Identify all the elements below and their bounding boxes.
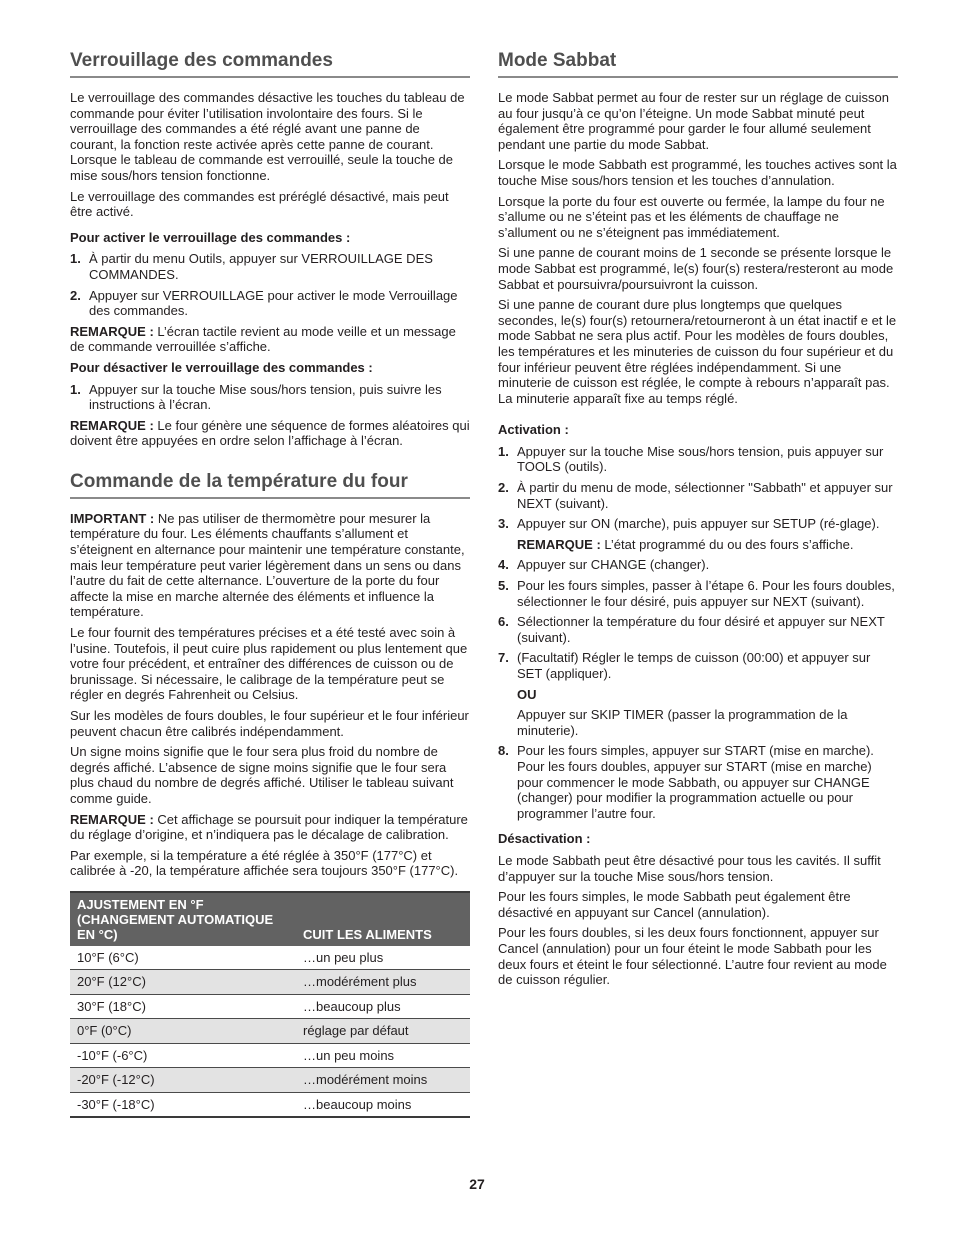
note-label: REMARQUE : [70,323,154,339]
table-cell-result: …un peu moins [296,1043,470,1068]
paragraph: Par exemple, si la température a été réglée à 350°F (177°C) et calibrée à -20, la température affichée sera toujours 350°F (177°C). [70,847,459,879]
table-cell-adjustment: 0°F (0°C) [70,1019,296,1044]
table-row [70,946,470,970]
note-label: REMARQUE : [70,811,154,827]
table-header-adjustment: AJUSTEMENT EN °F (CHANGEMENT AUTOMATIQUE EN °C) [70,892,296,946]
table-row [70,1019,470,1044]
step-text: Pour les fours simples, passer à l’étape 6. Pour les fours doubles, sélectionner le four désiré, puis appuyer sur NEXT (suivant). [517,578,895,609]
step-text: (Facultatif) Régler le temps de cuisson (00:00) et appuyer sur SET (appliquer). [517,650,871,681]
step-text: À partir du menu Outils, appuyer sur VERROUILLAGE DES COMMANDES. [89,251,433,282]
step-number: 3. [498,516,509,532]
paragraph: Pour les fours doubles, si les deux fours fonctionnent, appuyer sur Cancel (annulation) pour un four éteint le mode Sabbath pour les deux fours et éteint le four sélectionné. L’autre four revient au mode de cuisson régulier. [498,925,887,988]
table-cell-result: réglage par défaut [296,1019,470,1044]
list-item [70,382,470,413]
right-column [498,50,898,993]
paragraph: Si une panne de courant dure plus longtemps que quelques secondes, le(s) four(s) retournera/retourneront à un état inactif e et le mode Sabbat ne sera plus actif. Pour les modèles de fours doubles, les températures et les minuteries de cuisson du four supérieur et du four inférieur peuvent être réglées indépendamment. Si une minuterie de cuisson est réglée, le compte à rebours n’apparaît pas. La minuterie apparaît fixe au temps réglé. [498,297,897,406]
section-title-temperature: Commande de la température du four [70,471,470,499]
list-item [498,480,898,511]
step-text: À partir du menu de mode, sélectionner "Sabbath" et appuyer sur NEXT (suivant). [517,480,893,511]
or-label: OU [517,686,537,702]
list-item [498,743,898,821]
table-cell-adjustment: 30°F (18°C) [70,994,296,1019]
table-row [70,1092,470,1117]
step-number: 5. [498,578,509,594]
important-label: IMPORTANT : [70,510,155,526]
step-text: Appuyer sur la touche Mise sous/hors tension, puis suivre les instructions à l’écran. [89,381,442,413]
table-cell-result: …beaucoup moins [296,1092,470,1117]
table-row [70,994,470,1019]
table-cell-adjustment: 20°F (12°C) [70,970,296,995]
paragraph: Sur les modèles de fours doubles, le four supérieur et le four inférieur peuvent chacun être calibrés indépendamment. [70,708,469,739]
step7-alternative: Appuyer sur SKIP TIMER (passer la programmation de la minuterie). [517,707,848,738]
note-text: Cet affichage se poursuit pour indiquer la température du réglage d’origine, et n’indiquera pas le décalage de calibration. [70,811,468,843]
step-number: 7. [498,650,509,666]
note-text: L’état programmé du ou des fours s’affiche. [600,536,854,552]
table-cell-adjustment: -20°F (-12°C) [70,1068,296,1093]
table-cell-result: …modérément moins [296,1068,470,1093]
paragraph: Le four fournit des températures précises et a été testé avec soin à l’usine. Toutefois, il peut cuire plus rapidement ou plus lentement que votre four précédent, et entraîner des différences de cuisson ou de brunissage. Si nécessaire, le calibrage de la température peut se régler en degrés Fahrenheit ou Celsius. [70,625,468,703]
table-cell-adjustment: 10°F (6°C) [70,946,296,970]
note-label: REMARQUE : [70,417,154,433]
page-number: 27 [469,1176,485,1192]
table-cell-adjustment: -30°F (-18°C) [70,1092,296,1117]
step-number: 2. [498,480,509,496]
section-title-sabbath: Mode Sabbat [498,50,898,78]
list-item [70,288,470,319]
step-number: 6. [498,614,509,630]
step-number: 1. [70,251,81,267]
step-text: Appuyer sur la touche Mise sous/hors tension, puis appuyer sur TOOLS (outils). [517,443,884,475]
note [70,324,470,355]
paragraph: Lorsque le mode Sabbath est programmé, les touches actives sont la touche Mise sous/hors tension et les touches d’annulation. [498,157,897,188]
paragraph: Lorsque la porte du four est ouverte ou fermée, la lampe du four ne s’allume ou ne s’éteint pas et les éléments de chauffage ne s’allument ou ne s’éteignent pas immédiatement. [498,193,885,240]
table-header-row [70,892,470,946]
table-row [70,1068,470,1093]
activation-steps-continued [498,557,898,681]
activation-steps-final [498,743,898,821]
table-row [70,1043,470,1068]
step-text: Appuyer sur ON (marche), puis appuyer sur SETUP (ré-glage). [517,516,880,532]
list-item [498,578,898,609]
deactivate-steps [70,382,470,413]
step-number: 1. [498,443,509,459]
list-item [498,444,898,475]
table-cell-result: …un peu plus [296,946,470,970]
list-item [498,650,898,681]
deactivation-heading: Désactivation : [498,831,591,847]
note [70,418,470,449]
left-column [70,50,470,1118]
list-item [498,614,898,645]
note-label: REMARQUE : [517,536,601,552]
table-header-result: CUIT LES ALIMENTS [296,892,470,946]
step-number: 4. [498,557,509,573]
step-text: Appuyer sur VERROUILLAGE pour activer le mode Verrouillage des commandes. [89,287,458,319]
section-title-lock: Verrouillage des commandes [70,50,470,78]
step-text: Appuyer sur CHANGE (changer). [517,557,710,573]
table-row [70,970,470,995]
step-text: Pour les fours simples, appuyer sur START (mise en marche). Pour les fours doubles, appuyer sur START (mise en marche) pour commencer le mode Sabbath, ou appuyer sur CHANGE (changer) pour modifier la programmation actuelle ou pour programmer l’autre four. [517,743,874,821]
table-cell-adjustment: -10°F (-6°C) [70,1043,296,1068]
note-text: Le four génère une séquence de formes aléatoires qui doivent être appuyées en ordre selon l’affichage à l’écran. [70,417,470,449]
important-note [70,511,470,620]
table-cell-result: …modérément plus [296,970,470,995]
step-number: 1. [70,381,81,397]
paragraph: Pour les fours simples, le mode Sabbath peut également être désactivé en appuyant sur Cancel (annulation). [498,889,851,920]
activate-steps [70,251,470,318]
paragraph: Le mode Sabbath peut être désactivé pour tous les cavités. Il suffit d’appuyer sur la touche Mise sous/hors tension. [498,852,881,884]
paragraph: Le mode Sabbat permet au four de rester sur un réglage de cuisson au four jusqu’à ce qu’on l’éteigne. Un mode Sabbat minuté peut également être programmé pour garder le four allumé seulement pendant une partie du mode Sabbat. [498,90,889,152]
note-text: L’écran tactile revient au mode veille et un message de commande verrouillée s’affiche. [70,323,456,355]
activation-steps [498,444,898,532]
paragraph: Le verrouillage des commandes est préréglé désactivé, mais peut être activé. [70,188,449,220]
important-text: Ne pas utiliser de thermomètre pour mesurer la température du four. Les éléments chauffants s’allument et s’éteignent en alternance pour maintenir une température constante, mais leur température peut varier légèrement dans un sens ou dans l’autre du fait de cette alternance. L’ouverture de la porte du four affecte la mise en marche alternée des éléments et influence la température. [70,510,465,620]
list-item [498,516,898,532]
paragraph: Le verrouillage des commandes désactive les touches du tableau de commande pour éviter l’utilisation involontaire des fours. Si le verrouillage des commandes a été réglé avant une panne de courant, la fonction reste activée après cette panne de courant. Lorsque le tableau de commande est verrouillé, seule la touche de mise sous/hors tension fonctionne. [70,90,465,183]
step-text: Sélectionner la température du four désiré et appuyer sur NEXT (suivant). [517,614,885,645]
paragraph: Si une panne de courant moins de 1 seconde se présente lorsque le mode Sabbat est programmé, le(s) four(s) restera/resteront au mode Sabbat et poursuivra/poursuivront la cuisson. [498,245,894,292]
deactivate-heading: Pour désactiver le verrouillage des commandes : [70,359,373,375]
list-item [498,557,898,573]
activate-heading: Pour activer le verrouillage des commandes : [70,229,351,245]
note [70,812,470,843]
calibration-table [70,891,470,1119]
activation-heading: Activation : [498,422,569,438]
list-item [70,251,470,282]
paragraph: Un signe moins signifie que le four sera plus froid du nombre de degrés affiché. L’absence de signe moins signifie que le four sera plus chaud du nombre de degrés affiché. Utiliser le tableau suivant comme guide. [70,744,454,806]
table-cell-result: …beaucoup plus [296,994,470,1019]
step3-note [498,537,898,553]
step-number: 2. [70,287,81,303]
step-number: 8. [498,743,509,759]
